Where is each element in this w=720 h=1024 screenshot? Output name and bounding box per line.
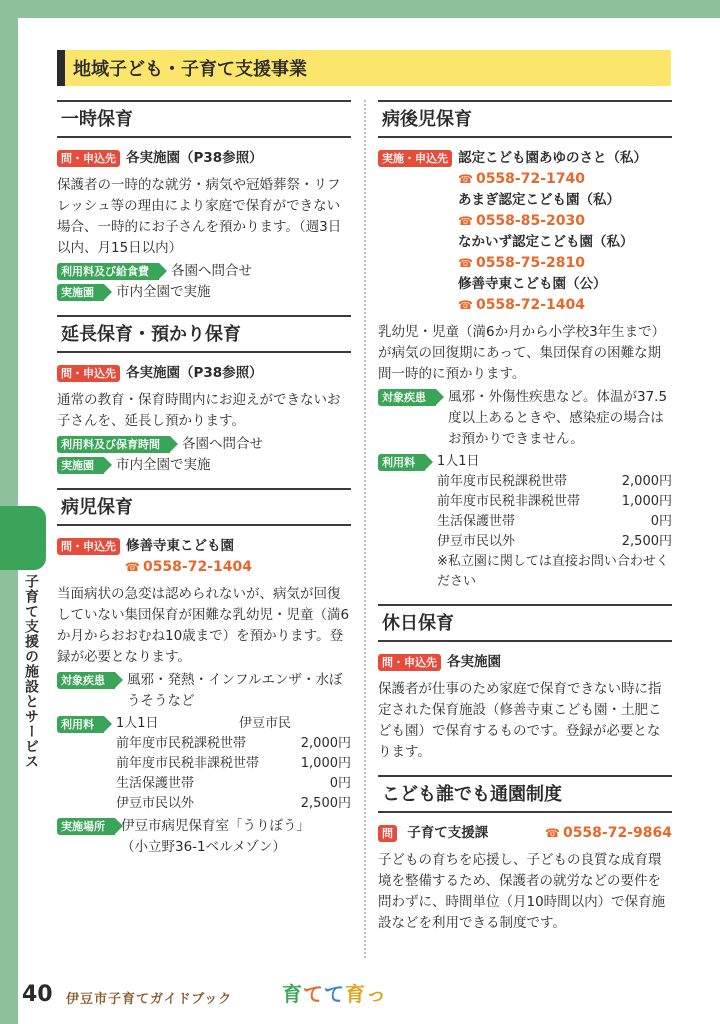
disease-value: 風邪・外傷性疾患など。体温が37.5度以上あるときや、感染症の場合はお預かりできません。 [448, 389, 668, 447]
phone-number[interactable]: ☎ 0558-75-2810 [458, 253, 647, 274]
fee-amount: 2,000円 [300, 736, 351, 751]
left-column [57, 100, 351, 858]
fee-header-target: 伊豆市民 [238, 716, 291, 731]
facility-tag: 実施園 [57, 284, 104, 301]
fee-table [431, 452, 672, 592]
fee-label: 前年度市民税課税世帯 [437, 474, 568, 489]
contact-row [57, 363, 351, 384]
facility-list-row [378, 148, 672, 316]
section-title: 一時保育 [57, 100, 351, 138]
contact-value: 各実施園 [447, 654, 501, 670]
frame-top [0, 0, 720, 18]
fee-tag: 利用料 [57, 716, 104, 733]
fee-row [57, 261, 351, 282]
fee-label: 伊豆市民以外 [116, 796, 195, 811]
section-title: こども誰でも通園制度 [378, 775, 672, 813]
fee-tag: 利用料及び保育時間 [57, 436, 170, 453]
fee-tag: 利用料 [378, 454, 425, 471]
fee-header [116, 714, 351, 734]
phone-number[interactable]: ☎ 0558-72-1740 [458, 169, 647, 190]
fee-amount: 2,000円 [621, 474, 672, 489]
page-banner [57, 50, 671, 86]
facility-value: 市内全園で実施 [116, 284, 211, 300]
fee-line [116, 734, 351, 754]
fee-tag: 利用料及び給食費 [57, 263, 159, 280]
disease-row [378, 387, 672, 450]
contact-row [57, 536, 351, 557]
section-temporary-care [57, 100, 351, 303]
section-body: 保護者の一時的な就労・病気や冠婚葬祭・リフレッシュ等の理由により家庭で保育ができない場合、一時的にお子さんを預かります。（週3日以内、月15日以内） [57, 177, 342, 256]
fee-line [116, 774, 351, 794]
contact-tag: 問・申込先 [57, 538, 120, 555]
contact-value: 各実施園（P38参照） [126, 365, 263, 381]
column-divider [364, 100, 366, 958]
section-title: 延長保育・預かり保育 [57, 315, 351, 353]
fee-row [57, 434, 351, 455]
contact-tag: 問・申込先 [57, 365, 120, 382]
logo-char: 育 [282, 982, 303, 1006]
fee-row [378, 452, 672, 592]
section-body: 保護者が仕事のため家庭で保育できない時に指定された保育施設（修善寺東こども園・土肥こども園）で保育するものです。登録が必要となります。 [378, 681, 662, 760]
section-body: 子どもの育ちを応援し、子どもの良質な成育環境を整備するため、保護者の就労などの要件を問わずに、時間単位（月10時間以内）で保育施設などを利用できる制度です。 [378, 852, 666, 931]
disease-tag: 対象疾患 [378, 389, 436, 406]
chapter-tab [0, 506, 46, 570]
fee-line [437, 492, 672, 512]
facility-tag: 実施園 [57, 457, 104, 474]
contact-value: 各実施園（P38参照） [126, 150, 263, 166]
section-body: 乳幼児・児童（満6か月から小学校3年生まで）が病気の回復期にあって、集団保育の困難な期間一時的に預かります。 [378, 324, 666, 382]
fee-note: ※私立園に関しては直接お問い合わせください [437, 554, 669, 589]
phone-number[interactable]: ☎ 0558-72-9864 [545, 823, 672, 844]
facility-row [57, 282, 351, 303]
contact-value: 子育て支援課 [407, 825, 489, 841]
fee-amount: 0円 [650, 514, 672, 529]
logo-char: て [303, 982, 324, 1006]
fee-label: 生活保護世帯 [116, 776, 195, 791]
contact-tag: 問・申込先 [57, 150, 120, 167]
location-address: （小立野36-1ベルメゾン） [121, 839, 286, 855]
contact-value: 修善寺東こども園 [126, 538, 234, 554]
section-body: 通常の教育・保育時間内にお迎えができないお子さんを、延長し預かります。 [57, 392, 341, 429]
fee-label: 前年度市民税課税世帯 [116, 736, 247, 751]
location-value [121, 816, 310, 858]
location-tag: 実施場所 [57, 818, 115, 835]
fee-label: 生活保護世帯 [437, 514, 516, 529]
section-daycare-for-all [378, 775, 672, 934]
phone-number[interactable]: ☎ 0558-85-2030 [458, 211, 647, 232]
section-sick-child-care [57, 488, 351, 858]
fee-line [116, 754, 351, 774]
fee-value: 各園へ問合せ [171, 263, 252, 279]
disease-row [57, 670, 351, 712]
location-row [57, 816, 351, 858]
section-title: 休日保育 [378, 604, 672, 642]
facility-name: あまぎ認定こども園（私） [458, 192, 620, 208]
contact-row [57, 148, 351, 169]
section-holiday-care [378, 604, 672, 763]
disease-value: 風邪・発熱・インフルエンザ・水ぼうそうなど [127, 672, 343, 709]
phone-number[interactable]: ☎ 0558-72-1404 [57, 557, 351, 578]
banner-bar [57, 50, 65, 86]
fee-line [437, 472, 672, 492]
section-title: 病後児保育 [378, 100, 672, 138]
logo-char: 育っ [345, 982, 387, 1006]
section-convalescent-care [378, 100, 672, 592]
facility-list [458, 148, 647, 316]
fee-label: 伊豆市民以外 [437, 534, 516, 549]
right-column [378, 100, 672, 936]
facility-name: なかいず認定こども園（私） [458, 234, 634, 250]
fee-amount: 0円 [329, 776, 351, 791]
chapter-label: 子育て支援の施設とサービス [23, 574, 39, 769]
location-name: 伊豆市病児保育室「うりぼう」 [121, 818, 310, 834]
fee-line [437, 532, 672, 552]
section-title: 病児保育 [57, 488, 351, 526]
page-number: 40 [22, 982, 53, 1007]
contact-tag: 問・申込先 [378, 654, 441, 671]
fee-amount: 1,000円 [621, 494, 672, 509]
logo-char: て [324, 982, 345, 1006]
facility-row [57, 455, 351, 476]
fee-amount: 2,500円 [300, 796, 351, 811]
facility-value: 市内全園で実施 [116, 457, 211, 473]
fee-amount: 2,500円 [621, 534, 672, 549]
guidebook-title: 伊豆市子育てガイドブック [66, 992, 233, 1007]
fee-table [110, 714, 351, 814]
fee-line [437, 512, 672, 532]
section-body: 当面病状の急変は認められないが、病気が回復していない集団保育が困難な乳幼児・児童（満6か月からおおむね10歳まで）を預かります。登録が必要となります。 [57, 586, 350, 665]
contact-row [378, 823, 672, 844]
section-extended-care [57, 315, 351, 476]
disease-tag: 対象疾患 [57, 672, 115, 689]
contact-row [378, 652, 672, 673]
guidebook-logo [282, 978, 387, 1007]
fee-header-unit: 1人1日 [437, 454, 480, 469]
contact-tag: 実施・申込先 [378, 150, 452, 167]
banner-title: 地域子ども・子育て支援事業 [73, 59, 307, 80]
fee-amount: 1,000円 [300, 756, 351, 771]
fee-line [116, 794, 351, 814]
contact-tag: 問 [378, 825, 397, 842]
facility-name: 修善寺東こども園（公） [458, 276, 607, 292]
facility-name: 認定こども園あゆのさと（私） [458, 150, 647, 166]
fee-label: 前年度市民税非課税世帯 [437, 494, 581, 509]
fee-header-unit: 1人1日 [116, 716, 159, 731]
fee-value: 各園へ問合せ [182, 436, 263, 452]
fee-label: 前年度市民税非課税世帯 [116, 756, 260, 771]
fee-row [57, 714, 351, 814]
phone-number[interactable]: ☎ 0558-72-1404 [458, 295, 647, 316]
